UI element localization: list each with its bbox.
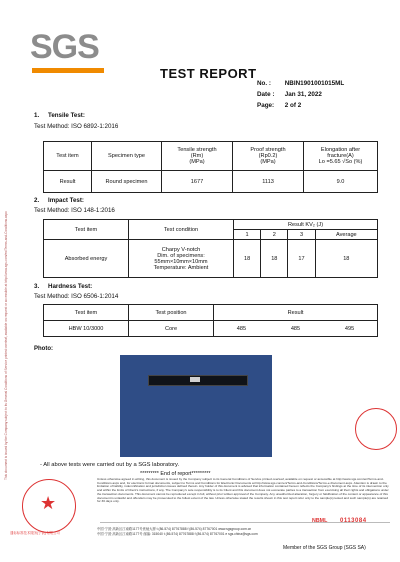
condition-line: Charpy V-notch	[161, 246, 201, 253]
table-cell: 9.0	[304, 171, 378, 193]
table-header-cell: Test item	[44, 142, 92, 171]
report-title: TEST REPORT	[160, 66, 257, 81]
table-row	[44, 321, 378, 337]
header-line: (MPa)	[189, 159, 205, 165]
hardness-table	[43, 304, 378, 337]
member-text: Member of the SGS Group (SGS SA)	[283, 545, 366, 551]
specimen-tag	[190, 377, 200, 382]
header-line: (Rm)	[190, 153, 204, 159]
header-line: (Rp0.2)	[258, 153, 278, 159]
red-seal-small	[355, 408, 397, 450]
table-header-cell	[233, 142, 304, 171]
condition-line: 55mm×10mm×10mm	[154, 258, 208, 265]
table-cell: Result	[44, 171, 92, 193]
tensile-table	[43, 141, 378, 193]
report-page: 2 of 2	[284, 102, 302, 109]
lab-note: - All above tests were carried out by a SGS laboratory.	[40, 462, 180, 468]
table-cell: 17	[288, 240, 315, 278]
table-cell: 495	[322, 321, 377, 337]
report-page-label: Page:	[257, 102, 275, 109]
sgs-logo-bar	[32, 68, 104, 73]
tensile-method: Test Method: ISO 6892-1:2016	[34, 123, 119, 130]
table-header-cell: 1	[234, 230, 261, 240]
report-date: Jan 31, 2022	[284, 91, 322, 98]
footer-divider	[100, 522, 390, 523]
table-header-row	[44, 220, 378, 230]
table-row	[44, 240, 378, 278]
table-header-row	[44, 142, 378, 171]
photo-label: Photo:	[34, 346, 53, 352]
address-line: 中国·宁波·高新区江南路1177号贵驰大厦 t (86-574) 87767888 f (86-574) 87767001 www.sgsgroup.com.cn	[97, 527, 252, 531]
header-line: Tensile strength	[177, 147, 217, 153]
table-cell: 485	[214, 321, 269, 337]
side-legal-text	[4, 130, 10, 480]
table-cell: Core	[129, 321, 214, 337]
hardness-heading: Hardness Test:	[48, 283, 93, 290]
table-header-row	[44, 305, 378, 321]
table-row	[44, 171, 378, 193]
table-header-cell: Test item	[44, 305, 129, 321]
table-cell: 18	[234, 240, 261, 278]
hardness-heading-number: 3.	[34, 283, 40, 290]
table-header-cell: 3	[288, 230, 315, 240]
table-header-cell: Test condition	[129, 220, 234, 240]
side-legal-text-content: This document is issued by the Company subject to its General Conditions of Service printed overleaf, available on request or accessible at http://www.sgs.com/en/Terms-and-Conditions.aspx	[4, 211, 8, 480]
serial-prefix: NBML	[312, 518, 328, 524]
table-cell: Round specimen	[92, 171, 162, 193]
impact-heading: Impact Test:	[48, 197, 84, 204]
header-line: Elongation after	[320, 147, 361, 153]
address-line: 中国·宁波·高新区江南路1177号 邮编: 315040 t (86-574) 87767888 f (86-574) 87767001 e sgs.china@sgs.com	[97, 531, 258, 536]
table-header-cell: Average	[315, 230, 377, 240]
end-of-report: ********* End of report*********	[140, 471, 211, 477]
seal-caption: 通标标准技术服务(宁波)有限公司	[10, 531, 60, 535]
table-cell: HBW 10/3000	[44, 321, 129, 337]
impact-table	[43, 219, 378, 278]
table-cell: 18	[315, 240, 377, 278]
header-line: (MPa)	[260, 159, 276, 165]
table-cell: 1677	[162, 171, 233, 193]
specimen-photo	[120, 355, 272, 457]
condition-line: Temperature: Ambient	[153, 264, 209, 271]
company-seal	[22, 479, 76, 533]
header-line: Proof strength	[250, 147, 286, 153]
table-header-cell: Result KV₂ (J)	[234, 220, 378, 230]
table-header-cell: Result	[214, 305, 378, 321]
tensile-section	[34, 112, 118, 130]
impact-method: Test Method: ISO 148-1:2016	[34, 207, 115, 214]
tensile-heading: Tensile Test:	[48, 112, 85, 119]
table-header-cell	[162, 142, 233, 171]
impact-section	[34, 197, 115, 214]
hardness-section	[34, 283, 118, 300]
sgs-logo-text: SGS	[30, 28, 99, 66]
report-meta	[257, 80, 344, 113]
report-date-label: Date :	[257, 91, 275, 98]
report-number-label: No. :	[257, 80, 271, 87]
star-icon: ★	[40, 493, 57, 513]
table-cell: 1113	[233, 171, 304, 193]
table-cell: 18	[261, 240, 288, 278]
header-line: fracture(A)	[327, 153, 354, 159]
serial-number: 0113084	[340, 518, 367, 524]
condition-line: Dim. of specimens:	[157, 252, 205, 259]
hardness-method: Test Method: ISO 6506-1:2014	[34, 293, 119, 300]
table-header-cell: Specimen type	[92, 142, 162, 171]
table-header-cell	[304, 142, 378, 171]
table-header-cell: Test position	[129, 305, 214, 321]
tensile-heading-number: 1.	[34, 112, 40, 119]
header-line: Lo =5.65 √So (%)	[318, 159, 363, 165]
terms-fine-print: Unless otherwise agreed in writing, this document is issued by the Company subject to its General Conditions of Service printed overleaf, available on request or accessible at http://www.sgs.com/en/Terms-and-Conditions.aspx and, for electronic format documents, subject to Terms and Conditions for Electronic Documents at http://www.sgs.com/en/Terms-and-Conditions/Terms-e-Document.aspx. Attention is drawn to the limitation of liability, indemnification and jurisdiction issues defined therein. Any holder of this document is advised that information contained hereon reflects the Company's findings at the time of its intervention only and within the limits of Client's instructions, if any. The Company's sole responsibility is to its Client and this document does not exonerate parties to a transaction from exercising all their rights and obligations under the transaction documents. This document cannot be reproduced except in full, without prior written approval of the Company. Any unauthorized alteration, forgery or falsification of the content or appearance of this document is unlawful and offenders may be prosecuted to the fullest extent of the law. Unless otherwise stated the results shown in this test report refer only to the sample(s) tested and such sample(s) are retained for 30 days only.	[97, 478, 389, 504]
table-cell: Absorbed energy	[44, 240, 129, 278]
impact-heading-number: 2.	[34, 197, 40, 204]
table-header-cell: Test item	[44, 220, 129, 240]
sgs-logo	[30, 28, 106, 68]
table-cell: 485	[269, 321, 322, 337]
footer-address	[97, 527, 390, 536]
report-number: NBIN1901001015ML	[284, 80, 345, 87]
table-header-cell: 2	[261, 230, 288, 240]
table-cell	[129, 240, 234, 278]
